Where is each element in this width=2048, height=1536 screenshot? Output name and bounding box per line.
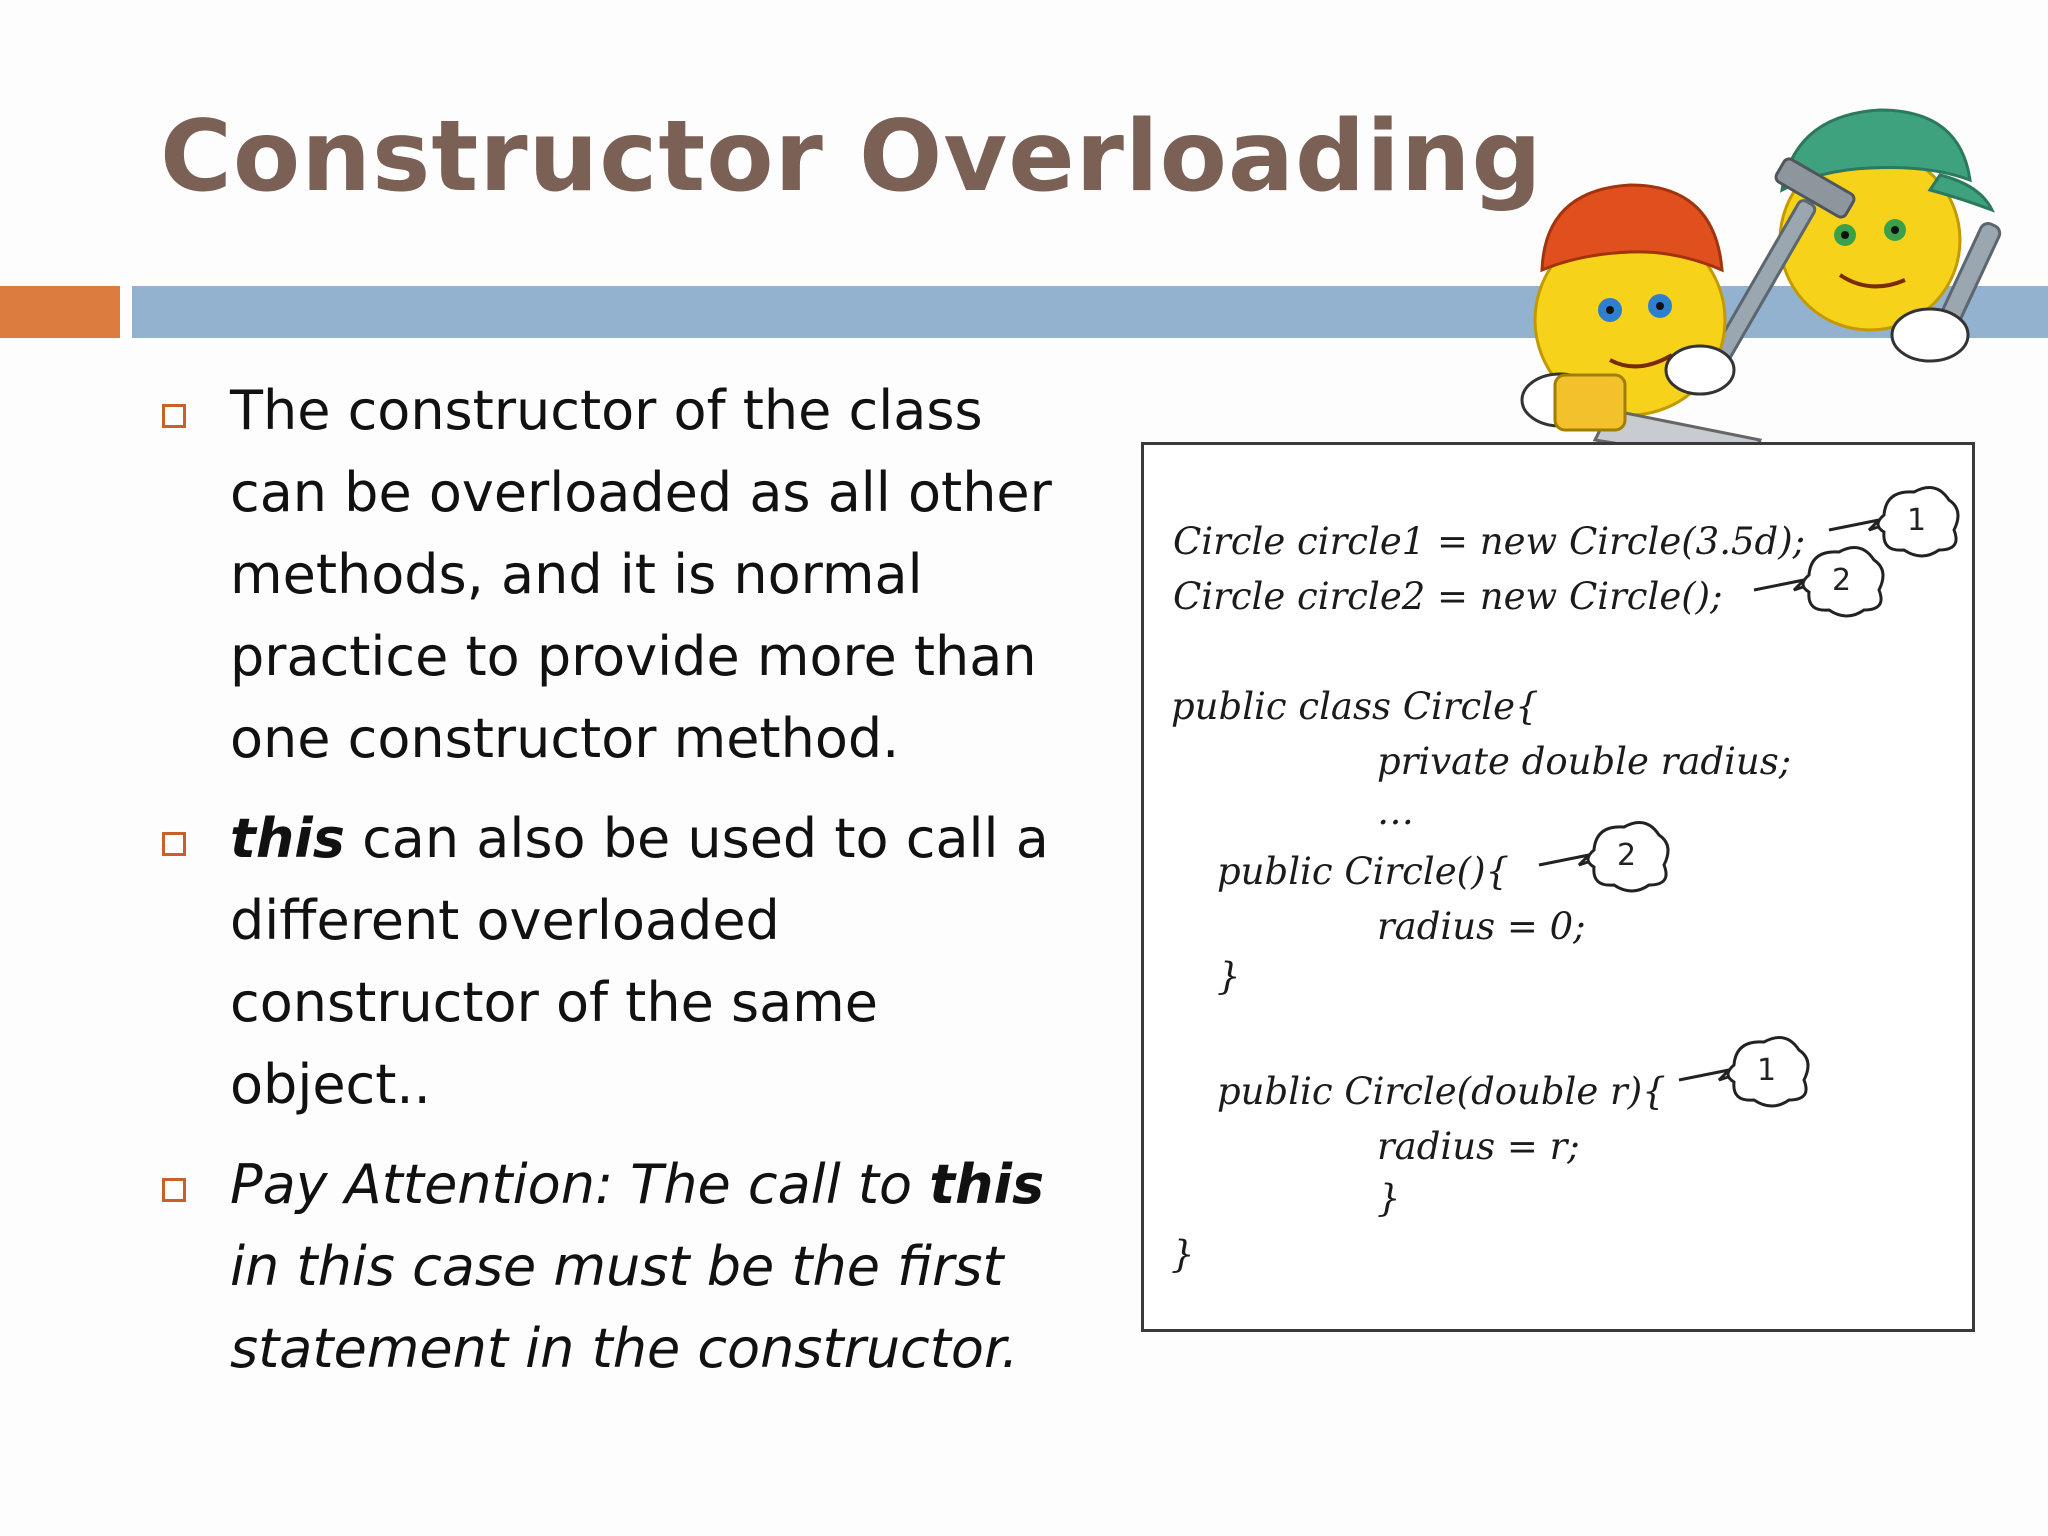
bullet-text: can also be used to call a different overloaded constructor of the same object..	[230, 807, 1049, 1116]
callout-number: 1	[1907, 503, 1927, 538]
callout-cloud-icon	[1674, 1030, 1814, 1110]
callout-number: 1	[1757, 1053, 1777, 1088]
code-line: private double radius;	[1377, 740, 1792, 783]
bullet-square-icon	[162, 1178, 186, 1202]
bullet-text-tail: in this case must be the first statement in the constructor.	[230, 1235, 1019, 1380]
bullet-item	[160, 1144, 1080, 1390]
callout-cloud-icon	[1749, 540, 1889, 620]
bullet-list	[160, 370, 1080, 1408]
worker-smileys-icon	[1460, 70, 2048, 460]
code-line: public Circle(double r){	[1217, 1070, 1666, 1113]
bullet-square-icon	[162, 832, 186, 856]
callout-number: 2	[1832, 563, 1852, 598]
code-line: Circle circle1 = new Circle(3.5d);	[1173, 520, 1806, 563]
bullet-item	[160, 798, 1080, 1126]
bullet-text: The constructor of the class can be overloaded as all other methods, and it is normal practice to provide more than one constructor method.	[230, 379, 1052, 770]
bullet-item	[160, 370, 1080, 780]
code-line: public class Circle{	[1171, 685, 1539, 728]
code-figure	[1141, 442, 1975, 1332]
code-line: radius = 0;	[1377, 905, 1586, 948]
accent-bar-orange	[0, 286, 120, 338]
code-line: Circle circle2 = new Circle();	[1173, 575, 1723, 618]
code-line: public Circle(){	[1217, 850, 1510, 893]
code-line: }	[1377, 1177, 1401, 1220]
code-line: radius = r;	[1377, 1125, 1580, 1168]
callout-number: 2	[1617, 838, 1637, 873]
callout-cloud-icon	[1534, 815, 1674, 895]
bullet-square-icon	[162, 404, 186, 428]
code-line: …	[1377, 790, 1414, 833]
bullet-text-lead: Pay Attention: The call to	[230, 1153, 930, 1216]
code-line: }	[1217, 955, 1241, 998]
slide-title: Constructor Overloading	[160, 100, 1543, 214]
code-line: }	[1171, 1233, 1195, 1276]
bullet-keyword: this	[230, 807, 345, 870]
bullet-keyword: this	[929, 1153, 1045, 1216]
